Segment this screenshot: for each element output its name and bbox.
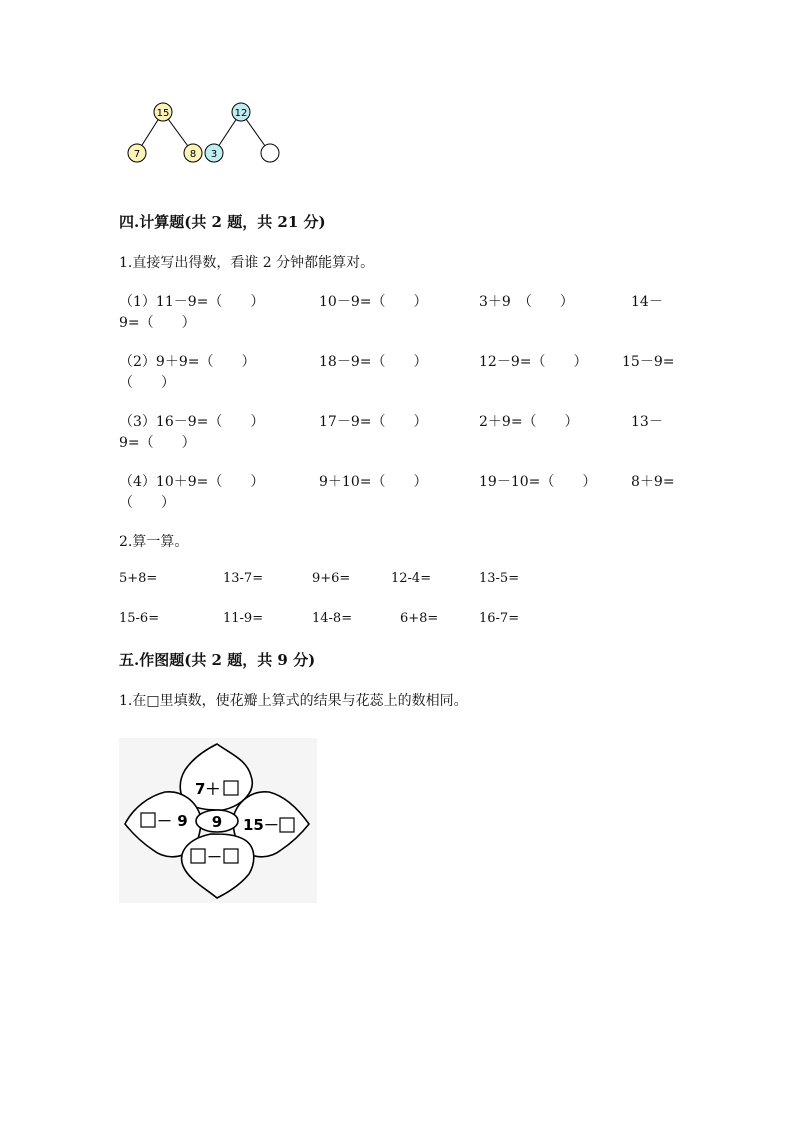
calc-item: 18－9=（ ） xyxy=(319,354,428,370)
bond-left-top-value: 15 xyxy=(156,108,170,119)
bond-left-left-value: 7 xyxy=(133,149,141,160)
mental-math-item: 9+6= xyxy=(312,571,351,586)
number-bond-right xyxy=(205,103,279,162)
calc-item: 9＋10=（ ） xyxy=(319,474,428,490)
calc-item: 12－9=（ ） xyxy=(479,354,588,370)
mental-math-item: 13-7= xyxy=(223,571,264,586)
petal-top-expression: 7＋ xyxy=(195,780,221,798)
calc-item: （2）9＋9=（ ） xyxy=(119,354,256,370)
calc-item: 17－9=（ ） xyxy=(319,414,428,430)
question-4-2-prompt: 2.算一算。 xyxy=(119,534,189,550)
number-bond-left xyxy=(128,103,202,162)
answer-box[interactable] xyxy=(280,818,294,832)
calc-item: 8＋9= xyxy=(631,474,675,490)
flower-center-value: 9 xyxy=(211,813,223,831)
mental-math-item: 16-7= xyxy=(479,611,520,626)
flower-diagram xyxy=(119,738,317,903)
bond-left-right-value: 8 xyxy=(189,149,197,160)
calc-item: 10－9=（ ） xyxy=(319,294,428,310)
mental-math-item: 12-4= xyxy=(391,571,432,586)
section-5-title: 五.作图题(共 2 题，共 9 分) xyxy=(119,651,316,669)
petal-right-expression: 15－ xyxy=(243,816,279,834)
calc-item: 13－ xyxy=(631,414,663,430)
mental-math-item: 15-6= xyxy=(119,611,160,626)
calc-item: 14－ xyxy=(631,294,663,310)
answer-box[interactable] xyxy=(191,849,205,863)
calc-item: 15－9= xyxy=(622,354,675,370)
calc-item: 2＋9=（ ） xyxy=(479,414,579,430)
mental-math-item: 14-8= xyxy=(312,611,353,626)
mental-math-item: 6+8= xyxy=(400,611,439,626)
calc-item: （3）16－9=（ ） xyxy=(119,414,265,430)
bond-right-left-value: 3 xyxy=(210,149,218,160)
calc-item-continuation: 9=（ ） xyxy=(119,315,196,331)
question-4-1-prompt: 1.直接写出得数，看谁 2 分钟都能算对。 xyxy=(119,255,375,271)
number-bond-diagram xyxy=(110,95,310,175)
calc-item-continuation: （ ） xyxy=(119,375,175,391)
section-4-title: 四.计算题(共 2 题，共 21 分) xyxy=(119,213,326,231)
bond-right-top-value: 12 xyxy=(234,108,248,119)
calc-item-continuation: 9=（ ） xyxy=(119,435,196,451)
calc-item-continuation: （ ） xyxy=(119,495,175,511)
mental-math-item: 5+8= xyxy=(119,571,158,586)
bond-circle-answer[interactable] xyxy=(261,144,279,162)
question-5-1-prompt: 1.在□里填数，使花瓣上算式的结果与花蕊上的数相同。 xyxy=(119,693,468,709)
answer-box[interactable] xyxy=(141,813,155,827)
calc-item: 3＋9 （ ） xyxy=(479,294,574,310)
petal-left-expression: － 9 xyxy=(157,812,188,830)
calc-item: 19－10=（ ） xyxy=(479,474,597,490)
petal-bottom-expression: － xyxy=(207,848,223,866)
calc-item: （1）11－9=（ ） xyxy=(119,294,265,310)
mental-math-item: 13-5= xyxy=(479,571,520,586)
mental-math-item: 11-9= xyxy=(223,611,264,626)
answer-box[interactable] xyxy=(224,781,238,795)
answer-box[interactable] xyxy=(224,849,238,863)
calc-item: （4）10＋9=（ ） xyxy=(119,474,265,490)
